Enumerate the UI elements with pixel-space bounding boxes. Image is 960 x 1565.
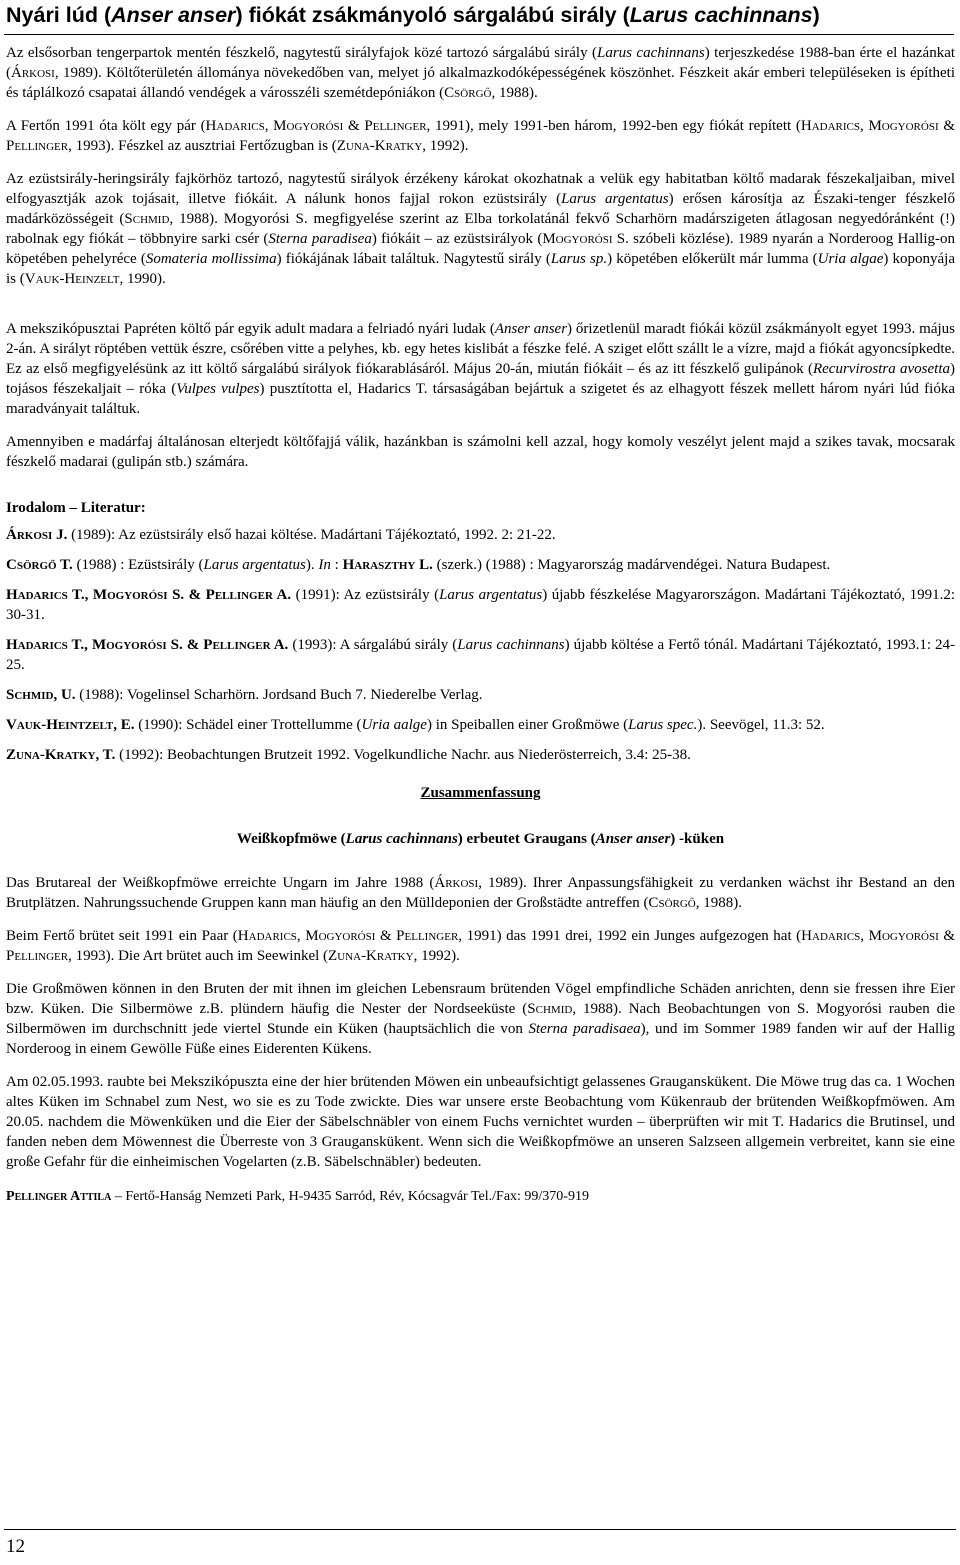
paragraph-hu-5: Amennyiben e madárfaj általánosan elterjedt költőfajjá válik, hazánkban is számolni kell azzal, hogy komoly veszélyt jelent majd a szikes tavak, mocsarak fészkelő madarai (gulipán stb.) számára. (6, 434, 955, 470)
reference-5: Schmid, U. (1988): Vogelinsel Scharhörn. Jordsand Buch 7. Niederelbe Verlag. (6, 687, 483, 703)
paragraph-hu-1: Az elsősorban tengerpartok mentén fészkelő, nagytestű sirályfajok közé tartozó sárgalábú sirály (Larus cachinnans) terjeszkedése 1988-ban érte el hazánkat (Árkosi, 1989). Költőterületén állománya növekedőben van, melyet jó alkalmazkodóképességének köszönhet. Fészkeit akár emberi településeken is építheti és táplálkozó csapatai állandó vendégek a városszéli szemétdepóniákon (Csörgő, 1988). (6, 45, 956, 101)
article-title: Nyári lúd (Anser anser) fiókát zsákmányoló sárgalábú sirály (Larus cachinnans) (6, 3, 820, 27)
footer-rule (4, 1529, 956, 1530)
summary-title: Weißkopfmöwe (Larus cachinnans) erbeutet Graugans (Anser anser) -küken (236, 831, 725, 847)
paragraph-de-4: Am 02.05.1993. raubte bei Mekszikópuszta eine der hier brütenden Möwen ein unbeaufsichtigt gelassenes Grauganskükent. Die Möwe trug das ca. 1 Wochen altes Küken im Schnabel zum Nest, wo sie es zu Tode zwickte. Dies war unsere erste Beobachtung vom Kükenraub der brütenden Weißkopfmöwen. Am 20.05. nachdem die Möwenküken und die Eier der Säbelschnäbler von einem Fuchs vernichtet wurden – überprüften wir mit T. Hadarics die Brutinsel, und fanden neben dem Möwennest die Überreste von 3 Grauganskükent. Wenn sich die Weißkopfmöwe an unseren Salzseen allgemein verbreitet, kann sie eine große Gefahr für die einheimischen Vogelarten (z.B. Säbelschnäbler) bedeuten. (6, 1074, 955, 1170)
paragraph-de-1: Das Brutareal der Weißkopfmöwe erreichte Ungarn im Jahre 1988 (Árkosi, 1989). Ihrer Anpassungsfähigkeit zu verdanken wächst ihr Bestand an den Brutplätzen. Nahrungssuchende Gruppen kann man häufig an den Mülldeponien der Großstädte antreffen (Csörgő, 1988). (6, 875, 955, 911)
author-name: Pellinger Attila (6, 1189, 112, 1204)
paragraph-hu-3: Az ezüstsirály-heringsirály fajkörhöz tartozó, nagytestű sirályok érzékeny károkat okozhatnak a velük egy habitatban költő madarak fészekaljaiban, mivel elfogyasztják azok tojásait, illetve fiókáit. A nálunk honos fajjal rokon ezüstsirály (Larus argentatus) erősen károsítja az Északi-tenger fészkelő madárközösségeit (Schmid, 1988). Mogyorósi S. megfigyelése szerint az Elba torkolatánál fekvő Scharhörn madárszigeten átlagosan negyedóránként (!) rabolnak egy fiókát – többnyire sarki csér (Sterna paradisea) fiókáit – az ezüstsirályok (Mogyorósi S. szóbeli közlése). 1989 nyarán a Norderoog Hallig-on köpetében pehelyréce (Somateria mollissima) fiókájának lábait találtuk. Nagytestű sirály (Larus sp.) köpetében előkerült már lumma (Uria algae) koponyája is (Vauk-Heinzelt, 1990). (6, 171, 955, 287)
reference-3: Hadarics T., Mogyorósi S. & Pellinger A. (1991): Az ezüstsirály (Larus argentatus) újabb fészkelése Magyarországon. Madártani Tájékoztató, 1991.2: 30-31. (6, 587, 955, 623)
reference-1: Árkosi J. (1989): Az ezüstsirály első hazai költése. Madártani Tájékoztató, 1992. 2: 21-22. (6, 527, 556, 543)
paragraph-hu-2: A Fertőn 1991 óta költ egy pár (Hadarics, Mogyorósi & Pellinger, 1991), mely 1991-ben három, 1992-ben egy fiókát repített (Hadarics, Mogyorósi & Pellinger, 1993). Fészkel az ausztriai Fertőzugban is (Zuna-Kratky, 1992). (6, 118, 955, 154)
reference-6: Vauk-Heintzelt, E. (1990): Schädel einer Trottellumme (Uria aalge) in Speiballen einer Großmöwe (Larus spec.). Seevögel, 11.3: 52. (6, 717, 825, 733)
paragraph-de-3: Die Großmöwen können in den Bruten der mit ihnen im gleichen Lebensraum brütenden Vögel empfindliche Schäden anrichten, denn sie fressen ihre Eier bzw. Küken. Die Silbermöwe z.B. plündern häufig die Nester der Nordseeküste (Schmid, 1988). Nach Beobachtungen von S. Mogyorósi rauben die Silbermöwen im durchschnitt jede viertel Stunde ein Küken (hauptsächlich die von Sterna paradisaea), und im Sommer 1989 fanden wir auf der Hallig Norderoog in einem Gewölle Füße eines Eiderenten Kükens. (6, 981, 956, 1057)
author-line: Pellinger Attila – Fertő-Hanság Nemzeti Park, H-9435 Sarród, Rév, Kócsagvár Tel./Fax: 99/370-919 (6, 1189, 589, 1204)
author-address: Fertő-Hanság Nemzeti Park, H-9435 Sarród, Rév, Kócsagvár Tel./Fax: 99/370-919 (125, 1189, 589, 1204)
literature-heading: Irodalom – Literatur: (6, 500, 146, 516)
summary-heading: Zusammenfassung (420, 785, 541, 801)
reference-2: Csörgő T. (1988) : Ezüstsirály (Larus argentatus). In : Haraszthy L. (szerk.) (1988) : Magyarország madárvendégei. Natura Budapest. (6, 557, 831, 573)
paragraph-hu-4: A mekszikópusztai Papréten költő pár egyik adult madara a felriadó nyári ludak (Anser anser) őrizetlenül maradt fiókái közül zsákmányolt egyet 1993. május 2-án. A sirályt röptében vettük észre, csőrében vitte a pelyhes, kb. egy hetes kislibát a fészke felé. A sziget előtt szállt le a vízre, majd a fiókát agyoncsípkedte. Ez az első megfigyelésünk az itt költő sárgalábú sirályok fiókarablásáról. Május 20-án, miután fiókáit – és az itt fészkelő gulipánok (Recurvirostra avosetta) tojásos fészekaljait – róka (Vulpes vulpes) pusztította el, Hadarics T. társaságában bejártuk a szigetet és az elhagyott fészek mellett három nyári lúd fióka maradványait találtuk. (6, 321, 956, 417)
paragraph-de-2: Beim Fertő brütet seit 1991 ein Paar (Hadarics, Mogyorósi & Pellinger, 1991) das 1991 drei, 1992 ein Junges aufgezogen hat (Hadarics, Mogyorósi & Pellinger, 1993). Die Art brütet auch im Seewinkel (Zuna-Kratky, 1992). (6, 928, 955, 964)
article-body (6, 43, 955, 1207)
reference-4: Hadarics T., Mogyorósi S. & Pellinger A. (1993): A sárgalábú sirály (Larus cachinnans) újabb költése a Fertő tónál. Madártani Tájékoztató, 1993.1: 24-25. (6, 637, 956, 673)
reference-7: Zuna-Kratky, T. (1992): Beobachtungen Brutzeit 1992. Vogelkundliche Nachr. aus Niederösterreich, 3.4: 25-38. (6, 747, 691, 763)
page-number: 12 (6, 1536, 25, 1557)
title-rule (4, 34, 954, 35)
